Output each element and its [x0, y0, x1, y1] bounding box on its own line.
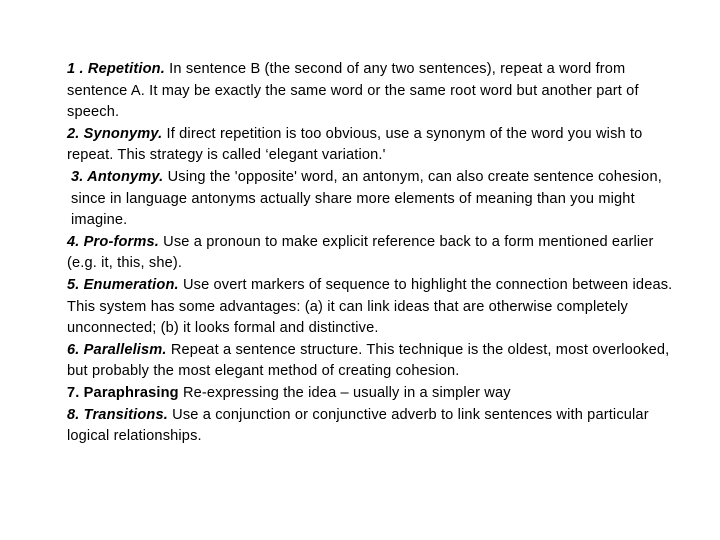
item-term: 1 . Repetition.	[67, 61, 165, 77]
list-item-synonymy	[67, 124, 677, 167]
item-term: 7. Paraphrasing	[67, 384, 179, 401]
item-term: 4. Pro-forms.	[67, 233, 159, 250]
list-item-paraphrasing	[67, 383, 677, 405]
list-item-repetition	[67, 59, 677, 124]
item-term: 2. Synonymy.	[67, 125, 163, 142]
item-term: 3. Antonymy.	[71, 168, 164, 185]
cohesion-techniques-list	[67, 59, 677, 448]
item-text: Repeat a sentence structure. This technique is the oldest, most overlooked, but probably the most elegant method of creating cohesion.	[67, 341, 670, 380]
list-item-transitions	[67, 405, 677, 448]
item-text: Re-expressing the idea – usually in a simpler way	[178, 384, 511, 401]
list-item-enumeration	[67, 275, 677, 340]
item-term: 8. Transitions.	[67, 406, 168, 423]
list-item-parallelism	[67, 340, 677, 383]
item-text: In sentence B (the second of any two sentences), repeat a word from sentence A. It may be exactly the same word or the same root word but another part of speech.	[67, 61, 639, 121]
item-text: Use a pronoun to make explicit reference back to a form mentioned earlier (e.g. it, this, she).	[67, 233, 654, 272]
list-item-pro-forms	[67, 232, 677, 275]
item-term: 6. Parallelism.	[67, 341, 167, 358]
item-text: Use overt markers of sequence to highlight the connection between ideas. This system has some advantages: (a) it can link ideas that are otherwise completely unconnected; (b) it looks formal and distinctive.	[67, 276, 673, 337]
item-text: Use a conjunction or conjunctive adverb to link sentences with particular logical relationships.	[67, 406, 649, 445]
list-item-antonymy	[67, 167, 677, 232]
item-term: 5. Enumeration.	[67, 276, 179, 293]
item-text: If direct repetition is too obvious, use a synonym of the word you wish to repeat. This strategy is called ‘elegant variation.'	[67, 125, 643, 164]
item-text: Using the 'opposite' word, an antonym, can also create sentence cohesion, since in language antonyms actually share more elements of meaning than you might imagine.	[71, 168, 662, 229]
